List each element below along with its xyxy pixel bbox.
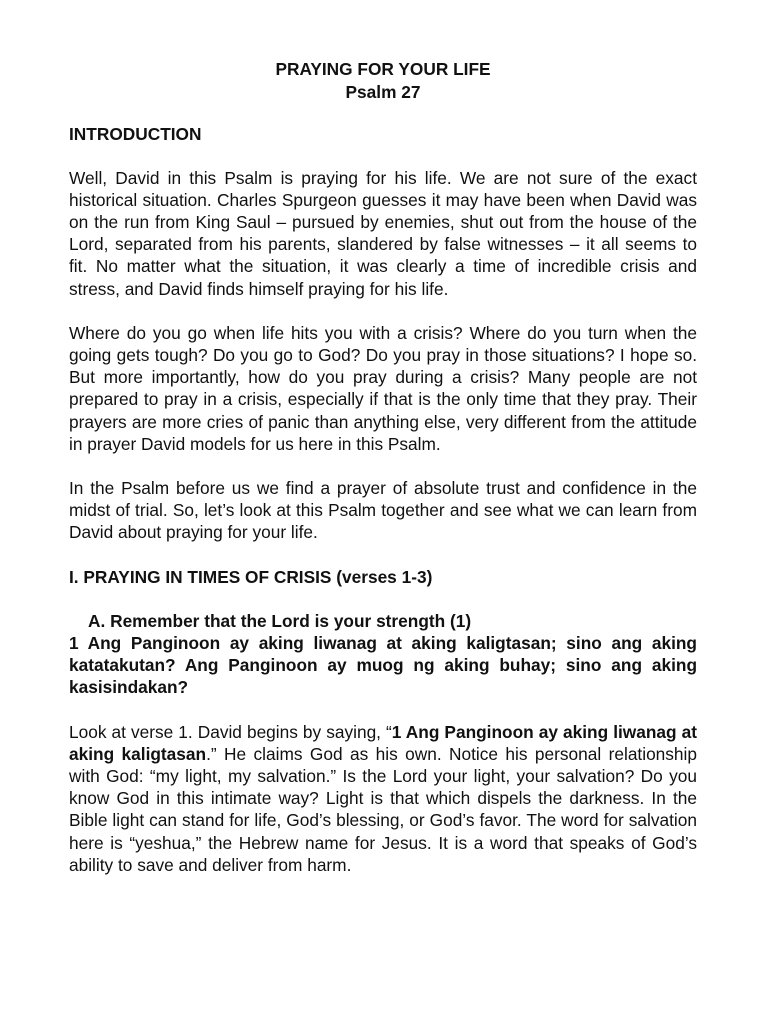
section-1-heading: I. PRAYING IN TIMES OF CRISIS (verses 1-3) [69, 566, 433, 587]
subsection-a-heading: A. Remember that the Lord is your strength (1) [88, 610, 472, 631]
intro-paragraph-3: In the Psalm before us we find a prayer of absolute trust and confidence in the midst of trial. So, let’s look at this Psalm together and see what we can learn from David about praying for your life. [69, 478, 697, 543]
document-page [69, 58, 697, 876]
document-title: PRAYING FOR YOUR LIFE [275, 59, 491, 79]
introduction-heading: INTRODUCTION [69, 124, 202, 145]
intro-paragraph-1: Well, David in this Psalm is praying for his life. We are not sure of the exact historical situation. Charles Spurgeon guesses it may have been when David was on the run from King Saul – pursued by enemies, shut out from the house of the Lord, separated from his parents, slandered by false witnesses – it all seems to fit. No matter what the situation, it was clearly a time of incredible crisis and stress, and David finds himself praying for his life. [69, 167, 697, 299]
paragraph-4-rest: .” He claims God as his own. Notice his personal relationship with God: “my light, my salvation.” Is the Lord your light, your salvation? Do you know God in this intimate way? Light is that which dispels the darkness. In the Bible light can stand for life, God’s blessing, or God’s favor. The word for salvation here is “yeshua,” the Hebrew name for Jesus. It is a word that speaks of God’s ability to save and deliver from harm. [69, 743, 697, 875]
intro-paragraph-2: Where do you go when life hits you with a crisis? Where do you turn when the going gets tough? Do you go to God? Do you pray in those situations? I hope so. But more importantly, how do you pray during a crisis? Many people are not prepared to pray in a crisis, especially if that is the only time that they pray. Their prayers are more cries of panic than anything else, very different from the attitude in prayer David models for us here in this Psalm. [69, 322, 697, 454]
document-subtitle: Psalm 27 [345, 82, 421, 103]
verse-1-text: 1 Ang Panginoon ay aking liwanag at aking kaligtasan; sino ang aking katatakutan? Ang Panginoon ay muog ng aking buhay; sino ang aking kasisindakan? [69, 633, 697, 698]
paragraph-4-quote: 1 Ang Panginoon ay aking liwanag at aking kaligtasan [69, 721, 697, 764]
body-paragraph-4 [69, 721, 697, 876]
paragraph-4-lead: Look at verse 1. David begins by saying, “ [69, 721, 392, 742]
